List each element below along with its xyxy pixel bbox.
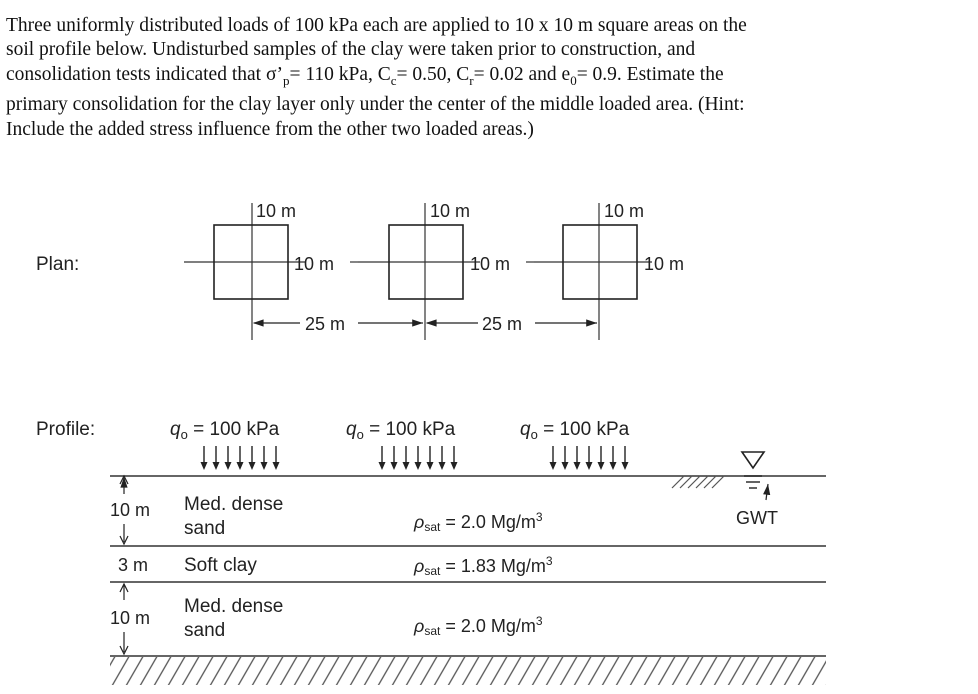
plan-label: Plan: [36, 254, 80, 275]
layer-3-density: ρsat = 2.0 $Mg/m^3$ [414, 614, 543, 638]
load-arrow-head [562, 462, 569, 470]
load-arrow-head [610, 462, 617, 470]
load-arrow-head [213, 462, 220, 470]
load-arrow-head [273, 462, 280, 470]
load-label-right: $q_o = 100$ kPa [520, 419, 630, 442]
load-arrows [201, 446, 629, 470]
problem-line-3: consolidation tests indicated that $\sigma’_p= 110$ kPa, $C_c= 0.50$, $C_r= 0.02$ and $e_0= 0.9$. Estimate the [6, 63, 724, 88]
layer-2-name: Soft clay [184, 555, 257, 576]
groundwater-table-symbol [736, 452, 778, 528]
load-label-left: $q_o = 100$ kPa [170, 419, 280, 442]
load-arrow-head [403, 462, 410, 470]
plan-side-dim-left: 10 m [294, 254, 335, 274]
layer-bottom-sand [110, 584, 543, 654]
load-arrow-head [550, 462, 557, 470]
load-arrow-head [379, 462, 386, 470]
problem-line-2: soil profile below. Undisturbed samples of the clay were taken prior to construction, and [6, 39, 696, 61]
spacing-label-1: 25 m [305, 314, 346, 334]
plan-side-dim-middle: 10 m [470, 254, 511, 274]
layer-1-name-line-1: Med. dense [184, 494, 284, 515]
load-arrow-head [201, 462, 208, 470]
plan-side-dim-right: 10 m [644, 254, 685, 274]
load-arrow-head [261, 462, 268, 470]
layer-3-thickness: 10 m [110, 608, 151, 628]
load-arrow-head [574, 462, 581, 470]
load-arrow-head [249, 462, 256, 470]
load-arrow-head [237, 462, 244, 470]
layer-top-sand [110, 476, 543, 544]
load-arrow-head [415, 462, 422, 470]
problem-line-5: Include the added stress influence from the other two loaded areas.) [6, 118, 534, 140]
layer-3-name-line-2: sand [184, 620, 226, 641]
layer-2-density: ρsat = 1.83 $Mg/m^3$ [414, 554, 553, 578]
load-label-middle: $q_o = 100$ kPa [346, 419, 456, 442]
problem-line-1: Three uniformly distributed loads of 100 kPa each are applied to 10 x 10 m square areas on the [6, 15, 747, 36]
layer-soft-clay [118, 554, 553, 578]
load-arrow-head [427, 462, 434, 470]
plan-top-dim-right: 10 m [604, 201, 645, 221]
load-arrow-head [439, 462, 446, 470]
ground-hatch-mark [672, 476, 724, 488]
layer-1-density: ρsat = 2.0 $Mg/m^3$ [414, 510, 543, 534]
load-arrow-head [391, 462, 398, 470]
spacing-dimension-1 [254, 314, 423, 334]
plan-square-right [534, 201, 684, 340]
gwt-label: GWT [736, 508, 778, 528]
plan-top-dim-left: 10 m [256, 201, 297, 221]
load-arrow-head [598, 462, 605, 470]
load-arrow-head [225, 462, 232, 470]
spacing-label-2: 25 m [482, 314, 523, 334]
load-arrow-head [586, 462, 593, 470]
bedrock-hatch [110, 657, 826, 685]
layer-1-thickness: 10 m [110, 500, 151, 520]
problem-line-4: primary consolidation for the clay layer only under the center of the middle loaded area. (Hint: [6, 94, 745, 116]
load-arrow-head [451, 462, 458, 470]
plan-top-dim-middle: 10 m [430, 201, 471, 221]
layer-3-name-line-1: Med. dense [184, 596, 284, 617]
load-arrow-head [622, 462, 629, 470]
profile-label: Profile: [36, 419, 96, 440]
layer-2-thickness: 3 m [118, 555, 149, 575]
spacing-dimension-2 [427, 314, 597, 334]
layer-1-name-line-2: sand [184, 518, 226, 539]
